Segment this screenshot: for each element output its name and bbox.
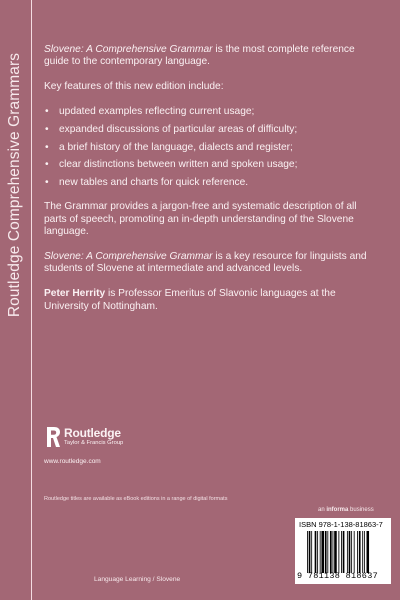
publisher-group: Taylor & Francis Group (64, 440, 124, 446)
routledge-logo-icon (44, 424, 62, 450)
book-title-italic: Slovene: A Comprehensive Grammar (44, 251, 213, 262)
feature-item: • clear distinctions between written and spoken usage; (44, 159, 369, 171)
author-paragraph (44, 288, 369, 313)
author-bio: is Professor Emeritus of Slavonic languages at the University of Nottingham. (44, 288, 336, 312)
series-title-vertical (0, 0, 30, 600)
informa-prefix: an (318, 507, 327, 513)
vertical-divider (31, 0, 32, 600)
description-paragraph: The Grammar provides a jargon-free and systematic description of all parts of speech, promoting an in-depth understanding of the Slovene language. (44, 201, 357, 237)
features-list (44, 106, 369, 189)
author-name: Peter Herrity (44, 288, 106, 300)
ebook-note: Routledge titles are available as eBook editions in a range of digital formats (44, 496, 228, 502)
feature-item: • new tables and charts for quick reference. (44, 177, 369, 189)
features-intro: Key features of this new edition include: (44, 81, 224, 93)
feature-item: • a brief history of the language, dialects and register; (44, 142, 369, 154)
resource-paragraph (44, 251, 369, 276)
informa-tagline (318, 507, 374, 513)
category-label: Language Learning / Slovene (94, 576, 181, 583)
publisher-name: Routledge (64, 426, 121, 440)
feature-item: • updated examples reflecting current usage; (44, 106, 369, 118)
book-title-italic: Slovene: A Comprehensive Grammar (44, 44, 213, 55)
blurb (44, 44, 369, 326)
intro-paragraph (44, 44, 369, 69)
publisher-url[interactable]: www.routledge.com (44, 458, 101, 465)
intro-text: is the most complete reference guide to the contemporary language. (44, 44, 355, 68)
barcode-box (295, 518, 391, 584)
resource-text: is a key resource for linguists and students of Slovene at intermediate and advanced levels. (44, 251, 367, 275)
informa-suffix: business (348, 507, 374, 513)
feature-item: • expanded discussions of particular areas of difficulty; (44, 124, 369, 136)
barcode-digits: 9 781138 818637 (297, 571, 379, 581)
informa-brand: informa (326, 507, 349, 513)
series-title: Routledge Comprehensive Grammars (6, 52, 23, 318)
barcode-icon (307, 531, 389, 573)
isbn-label: ISBN 978-1-138-81863-7 (299, 520, 383, 529)
